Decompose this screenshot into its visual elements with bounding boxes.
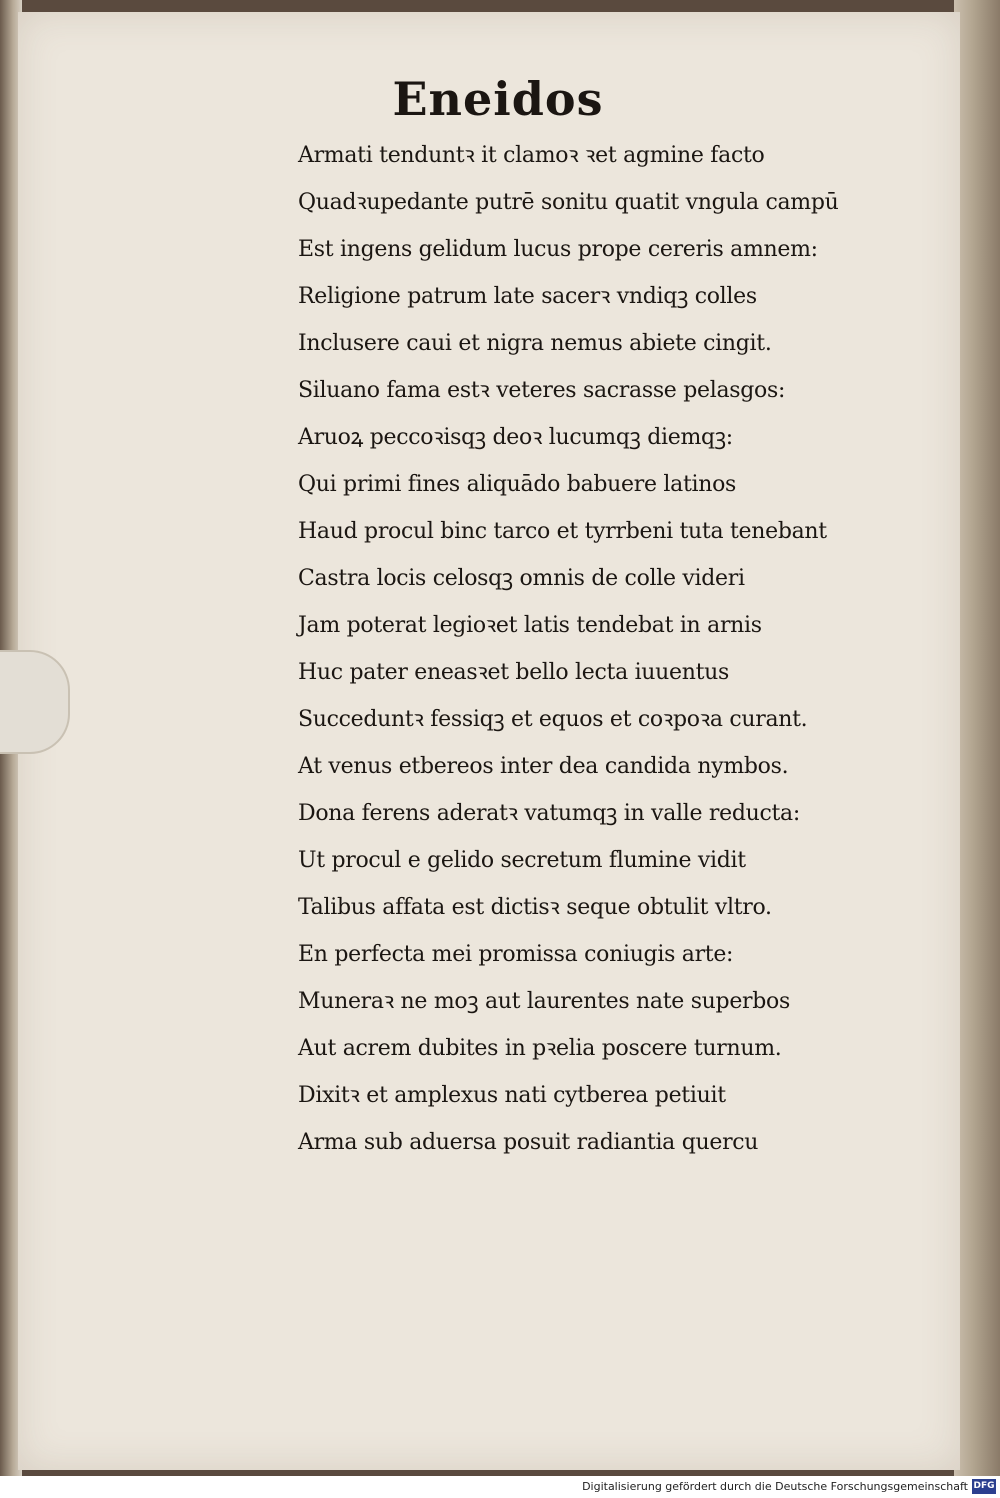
verse-line: Armati tenduntꝛ it clamoꝛ ꝛet agmine facto xyxy=(298,143,765,168)
verse-line: Religione patrum late sacerꝛ vndiqꝫ colles xyxy=(298,284,757,309)
verse-line: Castra locis celosqꝫ omnis de colle videri xyxy=(298,566,745,591)
verse-line: Ut procul e gelido secretum flumine vidit xyxy=(298,848,746,873)
verse-line: Arma sub aduersa posuit radiantia quercu xyxy=(298,1130,759,1155)
page-clip-tab xyxy=(0,650,70,754)
verse-line: At venus etbereos inter dea candida nymbos. xyxy=(298,754,789,779)
verse-line: Talibus affata est dictisꝛ seque obtulit vltro. xyxy=(298,895,772,920)
verse-line: Quadꝛupedante putrē sonitu quatit vngula campū xyxy=(298,190,839,215)
verse-line: Dixitꝛ et amplexus nati cytberea petiuit xyxy=(298,1083,726,1108)
verse-line: Haud procul binc tarco et tyrrbeni tuta tenebant xyxy=(298,519,827,544)
verse-line: Qui primi fines aliquādo babuere latinos xyxy=(298,472,737,497)
verse-line: Muneraꝛ ne moꝫ aut laurentes nate superbos xyxy=(298,989,790,1014)
dfg-logo: DFG xyxy=(972,1479,996,1494)
verse-line: Est ingens gelidum lucus prope cereris amnem: xyxy=(298,237,818,262)
verse-line: Aut acrem dubites in pꝛelia poscere turnum. xyxy=(298,1036,782,1061)
verse-line: Inclusere caui et nigra nemus abiete cingit. xyxy=(298,331,772,356)
verse-line: Succeduntꝛ fessiqꝫ et equos et coꝛpoꝛa curant. xyxy=(298,707,808,732)
verse-line: En perfecta mei promissa coniugis arte: xyxy=(298,942,734,967)
verse-line: Jam poterat legioꝛet latis tendebat in arnis xyxy=(298,613,762,638)
text-block xyxy=(298,72,858,1166)
verse-line: Aruoꝝ peccoꝛisqꝫ deoꝛ lucumqꝫ diemqꝫ: xyxy=(298,425,733,450)
verse-line: Huc pater eneasꝛet bello lecta iuuentus xyxy=(298,660,730,685)
footer-credit: Digitalisierung gefördert durch die Deutsche Forschungsgemeinschaft xyxy=(582,1480,968,1493)
book-right-edge xyxy=(954,0,1000,1476)
page-title: Eneidos xyxy=(392,72,604,126)
verse-line: Siluano fama estꝛ veteres sacrasse pelasgos: xyxy=(298,378,786,403)
footer-bar xyxy=(0,1476,1000,1498)
verse-line: Dona ferens aderatꝛ vatumqꝫ in valle reducta: xyxy=(298,801,800,826)
